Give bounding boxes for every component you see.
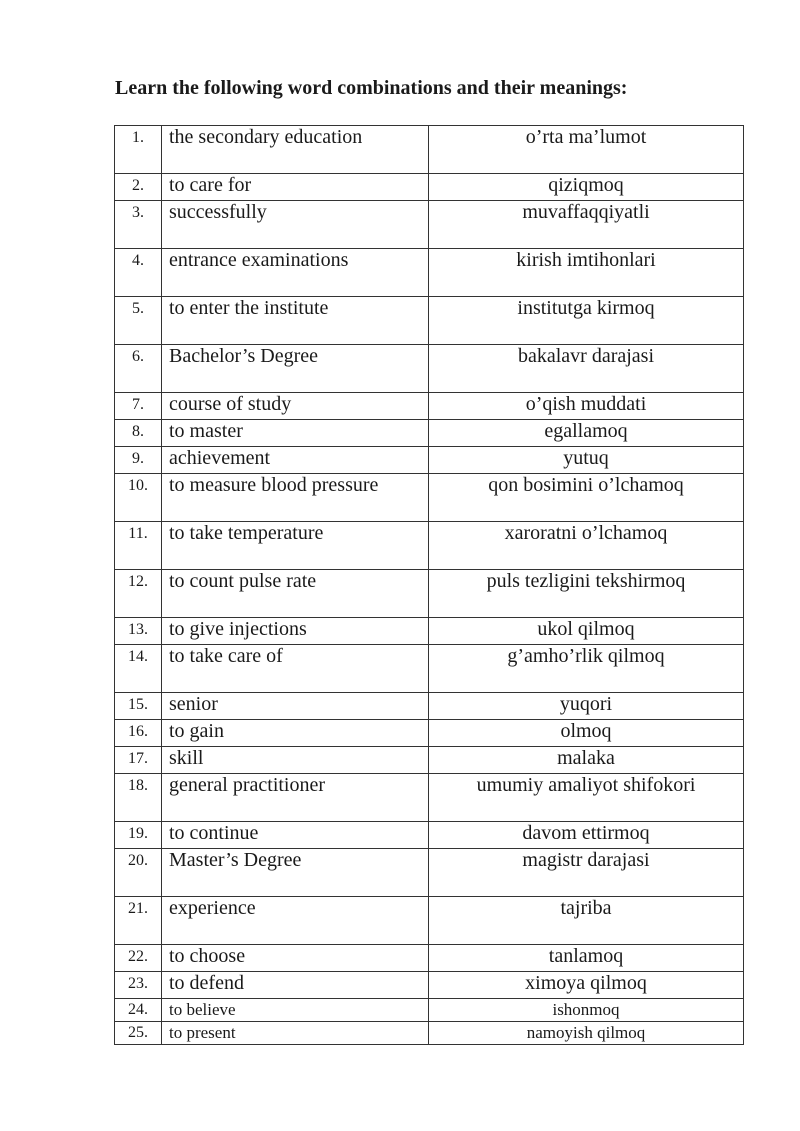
row-number: 1.: [115, 126, 162, 174]
table-row: [115, 972, 744, 999]
term-cell: course of study: [162, 393, 429, 420]
term-cell: to continue: [162, 822, 429, 849]
row-number: 10.: [115, 474, 162, 522]
table-row: [115, 822, 744, 849]
row-number: 4.: [115, 249, 162, 297]
term-cell: Bachelor’s Degree: [162, 345, 429, 393]
term-cell: to give injections: [162, 618, 429, 645]
row-number: 23.: [115, 972, 162, 999]
term-cell: to take care of: [162, 645, 429, 693]
term-cell: to measure blood pressure: [162, 474, 429, 522]
translation-cell: tajriba: [429, 897, 744, 945]
translation-cell: qon bosimini o’lchamoq: [429, 474, 744, 522]
term-cell: to defend: [162, 972, 429, 999]
term-cell: entrance examinations: [162, 249, 429, 297]
term-cell: to master: [162, 420, 429, 447]
row-number: 22.: [115, 945, 162, 972]
translation-cell: ishonmoq: [429, 999, 744, 1022]
row-number: 18.: [115, 774, 162, 822]
table-row: [115, 897, 744, 945]
term-cell: to enter the institute: [162, 297, 429, 345]
translation-cell: davom ettirmoq: [429, 822, 744, 849]
table-row: [115, 522, 744, 570]
translation-cell: egallamoq: [429, 420, 744, 447]
row-number: 17.: [115, 747, 162, 774]
term-cell: general practitioner: [162, 774, 429, 822]
translation-cell: ximoya qilmoq: [429, 972, 744, 999]
row-number: 15.: [115, 693, 162, 720]
term-cell: to choose: [162, 945, 429, 972]
term-cell: to care for: [162, 174, 429, 201]
table-row: [115, 618, 744, 645]
row-number: 3.: [115, 201, 162, 249]
page-heading: Learn the following word combinations and their meanings:: [115, 77, 628, 99]
term-cell: to count pulse rate: [162, 570, 429, 618]
term-cell: skill: [162, 747, 429, 774]
row-number: 8.: [115, 420, 162, 447]
row-number: 19.: [115, 822, 162, 849]
table-row: [115, 645, 744, 693]
translation-cell: yutuq: [429, 447, 744, 474]
translation-cell: olmoq: [429, 720, 744, 747]
table-row: [115, 249, 744, 297]
vocabulary-table: [114, 125, 744, 1045]
translation-cell: ukol qilmoq: [429, 618, 744, 645]
translation-cell: kirish imtihonlari: [429, 249, 744, 297]
translation-cell: g’amho’rlik qilmoq: [429, 645, 744, 693]
table-row: [115, 1022, 744, 1045]
translation-cell: institutga kirmoq: [429, 297, 744, 345]
translation-cell: o’rta ma’lumot: [429, 126, 744, 174]
table-row: [115, 945, 744, 972]
term-cell: to believe: [162, 999, 429, 1022]
row-number: 7.: [115, 393, 162, 420]
row-number: 25.: [115, 1022, 162, 1045]
row-number: 24.: [115, 999, 162, 1022]
row-number: 13.: [115, 618, 162, 645]
table-row: [115, 393, 744, 420]
table-row: [115, 570, 744, 618]
table-row: [115, 345, 744, 393]
translation-cell: umumiy amaliyot shifokori: [429, 774, 744, 822]
translation-cell: qiziqmoq: [429, 174, 744, 201]
row-number: 14.: [115, 645, 162, 693]
translation-cell: malaka: [429, 747, 744, 774]
term-cell: to take temperature: [162, 522, 429, 570]
term-cell: achievement: [162, 447, 429, 474]
term-cell: experience: [162, 897, 429, 945]
row-number: 16.: [115, 720, 162, 747]
table-row: [115, 849, 744, 897]
translation-cell: xaroratni o’lchamoq: [429, 522, 744, 570]
table-row: [115, 297, 744, 345]
table-row: [115, 126, 744, 174]
translation-cell: yuqori: [429, 693, 744, 720]
translation-cell: magistr darajasi: [429, 849, 744, 897]
term-cell: to present: [162, 1022, 429, 1045]
table-row: [115, 420, 744, 447]
table-row: [115, 999, 744, 1022]
term-cell: to gain: [162, 720, 429, 747]
row-number: 21.: [115, 897, 162, 945]
translation-cell: bakalavr darajasi: [429, 345, 744, 393]
table-row: [115, 720, 744, 747]
translation-cell: puls tezligini tekshirmoq: [429, 570, 744, 618]
term-cell: senior: [162, 693, 429, 720]
table-row: [115, 174, 744, 201]
term-cell: successfully: [162, 201, 429, 249]
translation-cell: o’qish muddati: [429, 393, 744, 420]
translation-cell: muvaffaqqiyatli: [429, 201, 744, 249]
row-number: 9.: [115, 447, 162, 474]
row-number: 11.: [115, 522, 162, 570]
translation-cell: namoyish qilmoq: [429, 1022, 744, 1045]
row-number: 5.: [115, 297, 162, 345]
table-row: [115, 447, 744, 474]
row-number: 6.: [115, 345, 162, 393]
table-row: [115, 201, 744, 249]
row-number: 20.: [115, 849, 162, 897]
row-number: 12.: [115, 570, 162, 618]
table-row: [115, 693, 744, 720]
term-cell: the secondary education: [162, 126, 429, 174]
term-cell: Master’s Degree: [162, 849, 429, 897]
table-row: [115, 474, 744, 522]
table-row: [115, 747, 744, 774]
translation-cell: tanlamoq: [429, 945, 744, 972]
table-row: [115, 774, 744, 822]
row-number: 2.: [115, 174, 162, 201]
